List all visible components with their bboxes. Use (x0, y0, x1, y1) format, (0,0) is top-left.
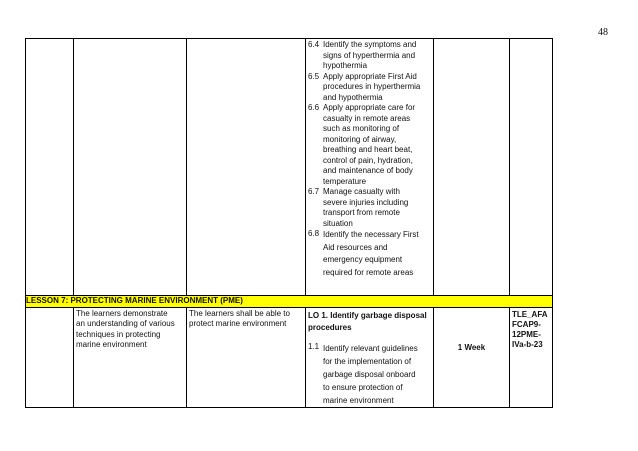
competency-item (306, 72, 433, 104)
lesson-header-row (26, 296, 553, 308)
item-text-line: monitoring of airway, (323, 134, 397, 144)
item-text-line: Apply appropriate care for (323, 103, 416, 112)
competency-item (306, 187, 433, 229)
item-number: 1.1 (308, 341, 320, 351)
cell-empty (26, 39, 74, 296)
lo-title (306, 308, 433, 335)
table-row-top (26, 39, 553, 296)
content-standard-line: marine environment (76, 340, 147, 349)
item-text-line: hypothermia (323, 61, 368, 70)
cell-empty (434, 39, 510, 296)
performance-standard-line: The learners shall be able to (189, 308, 290, 318)
cell-empty (74, 39, 187, 296)
item-text-line: situation (323, 218, 353, 228)
cell-empty (26, 307, 74, 407)
learning-outcome-cell (306, 307, 434, 407)
lo-title-line: LO 1. Identify garbage disposal (308, 310, 427, 320)
lo-item-line: marine environment (323, 395, 394, 405)
item-text-line: severe injuries including (323, 197, 409, 207)
item-text-line: such as monitoring of (323, 124, 400, 133)
competency-item (306, 40, 433, 72)
item-text-line: Apply appropriate First Aid (323, 71, 417, 81)
code-cell (510, 307, 553, 407)
performance-standard-cell (187, 307, 306, 407)
code-line: IVa-b-23 (512, 339, 543, 349)
table-row-bottom (26, 307, 553, 407)
content-standard-line: an understanding of various (76, 319, 175, 328)
duration-cell (434, 307, 510, 407)
item-number: 6.7 (308, 187, 320, 196)
item-text-line: Identify the necessary First (323, 230, 419, 239)
item-number: 6.6 (308, 103, 320, 112)
item-text-line: Aid resources and (323, 242, 388, 252)
item-text-line: casualty in remote areas (323, 113, 411, 123)
item-text-line: and maintenance of body (323, 166, 413, 175)
item-text-line: emergency equipment (323, 255, 403, 264)
item-text-line: Identify the symptoms and (323, 40, 417, 49)
curriculum-table (25, 38, 553, 408)
lo-item-line: garbage disposal onboard (323, 369, 416, 379)
lesson-title: LESSON 7: PROTECTING MARINE ENVIRONMENT (PME) (26, 296, 553, 308)
item-text-line: Manage casualty with (323, 187, 400, 196)
competency-item (306, 103, 433, 187)
code-line: 12PME- (512, 329, 541, 339)
item-number: 6.8 (308, 229, 320, 238)
lo-item (306, 342, 433, 407)
item-text-line: control of pain, hydration, (323, 155, 413, 165)
performance-standard-line: protect marine environment (189, 319, 287, 328)
cell-empty (510, 39, 553, 296)
content-standard-line: techniques in protecting (76, 329, 161, 339)
lo-item-line: to ensure protection of (323, 382, 403, 392)
item-text-line: temperature (323, 176, 367, 186)
item-text-line: required for remote areas (323, 267, 414, 277)
item-text-line: breathing and heart beat, (323, 145, 413, 154)
item-number: 6.5 (308, 71, 320, 81)
item-number: 6.4 (308, 40, 320, 49)
competency-item (306, 229, 433, 279)
lo-title-line: procedures (308, 323, 352, 332)
page-number: 48 (598, 27, 608, 38)
item-text-line: signs of hyperthermia and (323, 50, 416, 60)
content-standard-cell (74, 307, 187, 407)
duration: 1 Week (457, 342, 486, 352)
code-line: FCAP9- (512, 319, 541, 329)
cell-empty (187, 39, 306, 296)
code-line: TLE_AFA (512, 309, 548, 319)
content-standard-line: The learners demonstrate (76, 308, 168, 318)
learning-competencies-cell (306, 39, 434, 296)
item-text-line: transport from remote (323, 208, 400, 217)
lo-item-line: Identify relevant guidelines (323, 343, 418, 353)
item-text-line: procedures in hyperthermia (323, 82, 421, 91)
lo-item-line: for the implementation of (323, 356, 412, 366)
item-text-line: and hypothermia (323, 92, 383, 102)
